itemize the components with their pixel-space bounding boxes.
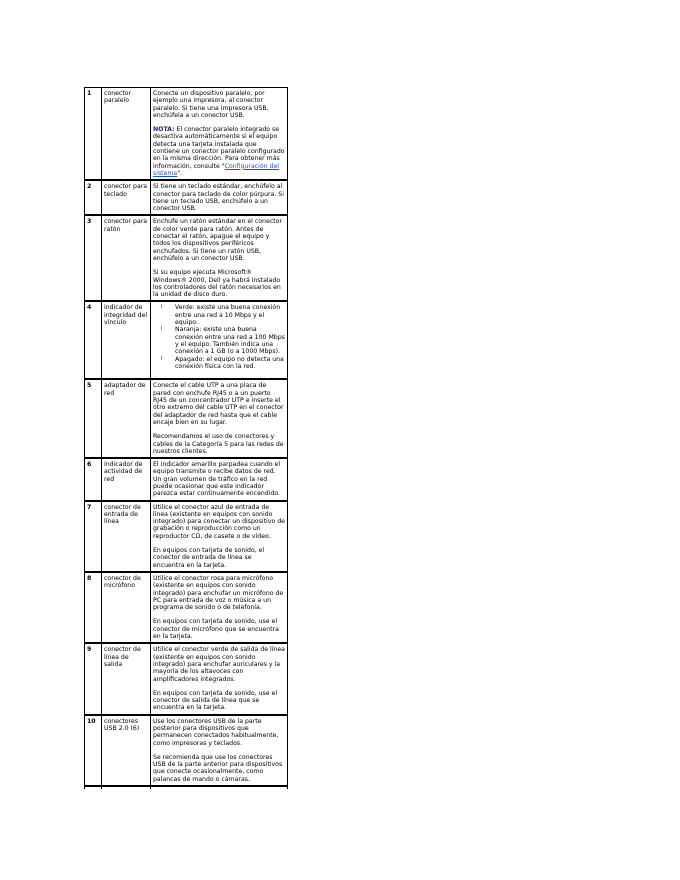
- connector-description: [151, 180, 288, 215]
- list-item-text: Apagado: el equipo no detecta una conexión física con la red.: [175, 355, 284, 370]
- bullet-icon: l: [161, 304, 163, 311]
- row-number: 6: [85, 458, 102, 500]
- status-list: [153, 304, 285, 370]
- table-row-continuation: [85, 786, 288, 789]
- note-label: NOTA:: [153, 126, 175, 134]
- description-paragraph: En equipos con tarjeta de sonido, use el conector de micrófono que se encuentra en la tarjeta.: [153, 618, 279, 641]
- table-row: [85, 715, 288, 786]
- system-setup-link[interactable]: Configuración del sistema: [153, 162, 279, 177]
- table-row: [85, 301, 288, 379]
- row-number: 2: [85, 180, 102, 215]
- connector-description: [151, 572, 288, 643]
- table-row: [85, 180, 288, 215]
- row-number: 4: [85, 301, 102, 379]
- table-row: [85, 572, 288, 643]
- note-text: El conector paralelo integrado se desactiva automáticamente si el equipo detecta una tarjeta instalada que contiene un conector paralelo configurado en la misma dirección. Para obtener más información, consulte ": [153, 126, 285, 170]
- connector-description: [151, 458, 288, 500]
- row-number: 10: [85, 715, 102, 786]
- description-paragraph: En equipos con tarjeta de sonido, use el conector de salida de línea que se encuentra en la tarjeta.: [153, 689, 278, 712]
- list-item: [161, 326, 285, 356]
- connector-name: indicador de integridad del vínculo: [102, 301, 151, 379]
- description-paragraph: En equipos con tarjeta de sonido, el conector de entrada de línea se encuentra en la tarjeta.: [153, 547, 265, 569]
- list-item-text: Naranja: existe una buena conexión entre una red a 100 Mbps y el equipo. También indica una conexión a 1 GB (o a 1000 Mbps).: [175, 326, 285, 356]
- connector-description: [151, 379, 288, 458]
- row-number: 7: [85, 501, 102, 572]
- connector-name: adaptador de red: [102, 379, 151, 458]
- bullet-icon: l: [161, 326, 163, 333]
- table-row: [85, 215, 288, 301]
- connector-name: conector para teclado: [102, 180, 151, 215]
- connector-name: conector de micrófono: [102, 572, 151, 643]
- row-number: 8: [85, 572, 102, 643]
- table-row: [85, 458, 288, 500]
- row-number: 9: [85, 643, 102, 714]
- description-paragraph: Utilice el conector rosa para micrófono (existente en equipos con sonido integrado) para enchufar un micrófono de PC para entrada de voz o música a un programa de sonido o de telefonía.: [153, 574, 284, 612]
- bullet-icon: l: [161, 355, 163, 362]
- connector-description: [151, 215, 288, 301]
- list-item: [161, 304, 285, 327]
- description-paragraph: Enchufe un ratón estándar en el conector de color verde para ratón. Antes de conectar el ratón, apague el equipo y todos los dispositivos periféricos enchufados. Si tiene un ratón USB, enchúfelo a un conector USB.: [153, 218, 282, 262]
- connector-name: conector paralelo: [102, 88, 151, 181]
- connector-description: [151, 501, 288, 572]
- table-row: [85, 379, 288, 458]
- list-item: [161, 355, 285, 371]
- description-paragraph: Utilice el conector verde de salida de línea (existente en equipos con sonido integrado) para enchufar auriculares y la mayoría de los altavoces con amplificadores integrados.: [153, 646, 285, 683]
- note-end: ".: [177, 169, 183, 177]
- connector-name: conector de entrada de línea: [102, 501, 151, 572]
- description-paragraph: Si tiene un teclado estándar, enchúfelo al conector para teclado de color púrpura. Si tiene un teclado USB, enchúfelo a un conector USB.: [153, 183, 284, 213]
- connector-name: conector de línea de salida: [102, 643, 151, 714]
- row-number: 5: [85, 379, 102, 458]
- description-paragraph: Recomendamos el uso de conectores y cables de la Categoría 5 para las redes de nuestros clientes.: [153, 433, 284, 455]
- row-number: 1: [85, 88, 102, 181]
- description-paragraph: El indicador amarillo parpadea cuando el equipo transmite o recibe datos de red. Un gran volumen de tráfico en la red puede ocasionar que este indicador parezca estar continuamente encendido.: [153, 461, 281, 498]
- table-row: [85, 643, 288, 714]
- description-paragraph: Use los conectores USB de la parte posterior para dispositivos que permanecen conectados habitualmente, como impresoras y teclados.: [153, 717, 279, 747]
- note-paragraph: [153, 126, 285, 177]
- description-paragraph: Utilice el conector azul de entrada de línea (existente en equipos con sonido integrado) para conectar un dispositivo de grabación o reproducción como un reproductor CD, de casete o de vídeo.: [153, 503, 285, 540]
- connector-description: [151, 301, 288, 379]
- list-item-text: Verde: existe una buena conexión entre una red a 10 Mbps y el equipo.: [175, 304, 281, 327]
- description-paragraph: Si su equipo ejecuta Microsoft® Windows® 2000, Dell ya habrá instalado los controladores del ratón necesarios en la unidad de disco duro.: [153, 269, 281, 299]
- connector-description: [151, 643, 288, 714]
- description-paragraph: Conecte el cable UTP a una placa de pared con enchufe RJ45 o a un puerto RJ45 de un concentrador UTP e inserte el otro extremo del cable UTP en el conector del adaptador de red hasta que el cable encaje bien en su lugar.: [153, 382, 284, 426]
- table-row: [85, 501, 288, 572]
- connector-description: [151, 715, 288, 786]
- connector-description: [151, 88, 288, 181]
- row-number: 3: [85, 215, 102, 301]
- connector-name: conector para ratón: [102, 215, 151, 301]
- connector-table: [84, 87, 288, 789]
- description-paragraph: Se recomienda que use los conectores USB de la parte anterior para dispositivos que conecte ocasionalmente, como palancas de mando o cámaras.: [153, 753, 283, 783]
- connector-name: conectores USB 2.0 (6): [102, 715, 151, 786]
- description-paragraph: Conecte un dispositivo paralelo, por ejemplo una impresora, al conector paralelo. Si tiene una impresora USB, enchúfela a un conector USB.: [153, 90, 269, 119]
- table-row: [85, 88, 288, 181]
- connector-name: indicador de actividad de red: [102, 458, 151, 500]
